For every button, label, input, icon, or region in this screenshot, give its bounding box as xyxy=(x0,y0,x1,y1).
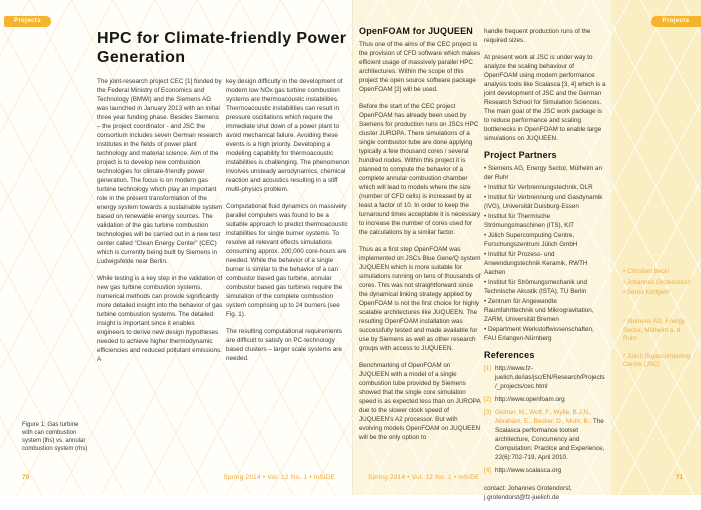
figure-caption: Figure 1: Gas turbine with can combustion system (lhs) vs. annular combustion system (rhs) xyxy=(22,422,88,452)
reference-item xyxy=(484,466,606,475)
author-item: • Bernd Körfgen² xyxy=(623,289,693,298)
body-paragraph: At present work at JSC is under way to analyze the scaling behaviour of OpenFOAM using modern performance analysis tools like Scalasca [3, 4] which is a joint development of JSC and the German Research School for Simulation Sciences. The main goal of the JSC work package is to reduce performance and scaling bottlenecks in OpenFOAM to enable large simulations on JUQUEEN. xyxy=(484,54,606,142)
reference-item xyxy=(484,395,606,404)
partner-list xyxy=(484,164,606,343)
affiliation-item: ¹ Siemens AG, Energy Sector, Mülheim a. d. Ruhr xyxy=(623,318,686,343)
partner-item: • Siemens AG, Energy Sector, Mülheim an der Ruhr xyxy=(484,164,606,182)
article-title: HPC for Climate-friendly Power Generation xyxy=(97,30,347,66)
body-paragraph: Benchmarking of OpenFOAM on JUQUEEN with a model of a single combustion tube provided by Siemens showed that the single core simulation speed is as expected less than on JUROPA due to the slower clock speed of JUQUEEN’s A2 processor. But with evolving models OpenFOAM on JUQUEEN will be the only option to xyxy=(359,362,481,441)
body-paragraph: Computational fluid dynamics on massively parallel computers was found to be a suitable approach to predict thermoacoustic instabilities for single burner systems. To resolve all relevant effects simulations consuming approx. 200,000 core-hours are needed. While the behavior of a single burner is similar to the behavior of a can combustor based gas turbine, annular combustor based gas turbines require the simulation of the complete combustion system comprising up to 24 burners (see Fig. 1). xyxy=(226,203,348,318)
left-page-column-2 xyxy=(226,77,351,371)
reference-number: [3] xyxy=(484,409,492,416)
reference-number: [1] xyxy=(484,365,492,372)
left-page-column-1 xyxy=(97,77,223,372)
section-heading-references: References xyxy=(484,350,535,360)
reference-list xyxy=(484,364,606,475)
body-paragraph: Thus one of the aims of the CEC project is the provision of CFD software which makes efficient usage of massively parallel HPC architectures. Within the scope of this project the open source software package OpenFOAM [2] will be used. xyxy=(359,41,481,93)
partner-item: • Institut für Verbrennung und Gasdynamik (IVG), Universität Duisburg-Essen xyxy=(484,193,606,211)
body-paragraph: Before the start of the CEC project OpenFOAM has already been used by Siemens for production runs on JSCs HPC cluster JUROPA. There simulations of a single combustor tube are done applying typically a few thousand cores / several hundred nodes. Within this project it is planned to compute the behavior of a complete annular combustion chamber which will lead to models where the size (number of CFD cells) is increased by at least a factor of 10. In order to keep the turnaround times acceptable it is necessary to increase the number of cores used for the calculations by a similar factor. xyxy=(359,103,481,236)
reference-citation xyxy=(495,408,606,462)
partner-item: • Institut für Thermische Strömungsmaschinen (ITS), KIT xyxy=(484,212,606,230)
author-sidebar xyxy=(611,0,701,495)
body-paragraph: The joint-research project CEC [1] funded by the Federal Ministry of Economics and Technology (BMWi) and the Siemens AG was launched in January 2013 with an initial three year funding phase. Besides Siemens – the project coordinator - and JSC the consortium includes seven German research institutes in the fields of power plant technology and material science. Aim of the project is to develop new combustion technologies for climate-friendly power generation. The focus is on modern gas turbine technology which play an important role in the present transformation of the energy system towards a sustainable system based on renewable energy sources. The validation of the gas turbine combustion technologies will be carried out in a new test center called “Clean Energy Center” (CEC) which is currently being built by Siemens in Ludwigsfelde near Berlin. xyxy=(97,78,223,265)
body-paragraph: Thus as a first step OpenFOAM was implemented on JSCs Blue Gene/Q system JUQUEEN which is more suitable for simulations running on tens of thousands of cores. This was not straightforward since the dynamical linking strategy applied by OpenFOAM is not the first choice for highly scalable architectures like JUQUEEN. The resulting OpenFOAM installation was successfully tested and made available for use by Siemens as well as other research groups with access to JUQUEEN. xyxy=(359,246,481,352)
partner-item: • Department Werkstoffwissenschaften, FAU Erlangen-Nürnberg xyxy=(484,325,606,343)
affiliation-list xyxy=(623,318,691,379)
contact-block xyxy=(484,484,606,502)
footer-right: Spring 2014 • Vol. 12 No. 1 • inSiDE xyxy=(368,474,480,481)
projects-tab-right: Projects xyxy=(651,16,701,27)
partner-item: • Institut für Prozess- und Anwendungstechnik Keramik, RWTH Aachen xyxy=(484,250,606,277)
author-item: • Christian Beck¹ xyxy=(623,268,693,277)
partner-item: • Institut für Strömungsmechanik und Technische Akustik (ISTA), TU Berlin xyxy=(484,278,606,296)
reference-item xyxy=(484,364,606,391)
body-paragraph: While testing is a key step in the validation of new gas turbine combustion systems, numerical methods can provide significantly more detailed insight into the behavior of gas turbine combustion systems. The detailed insight is important since it enables engineers to derive new design hypotheses needed to achieve higher thermodynamic efficiencies and reduced pollutant emissions. A xyxy=(97,275,223,363)
right-page-column-2 xyxy=(484,27,606,510)
footer-left: Spring 2014 • Vol. 12 No. 1 • inSiDE xyxy=(223,474,335,481)
body-paragraph: key design difficulty in the development of modern low NOx gas turbine combustion systems are thermoacoustic instabilities. Thermoacoustic instabilities can result in pressure oscillations which require the immediate shut down of a power plant to avoid mechanical failure. Avoiding these events is a high priority. Developing a modeling capability for thermoacoustic instabilities is challenging. The phenomenon involves unsteady aerodynamics, chemical reaction and acoustics resulting in a stiff multi-physics problem. xyxy=(226,78,350,193)
reference-url[interactable]: http://www.openfoam.org xyxy=(495,396,565,403)
reference-number: [2] xyxy=(484,396,492,403)
partner-item: • Institut für Verbrennungstechnik, DLR xyxy=(484,183,606,192)
author-item: • Johannes Grotendorst² xyxy=(623,279,693,288)
body-paragraph: The resulting computational requirements are difficult to satisfy on PC-technology based clusters – larger scale systems are needed. xyxy=(226,328,342,362)
body-paragraph: handle frequent production runs of the required sizes. xyxy=(484,28,591,44)
reference-citation-text: The Scalasca performance toolset architecture, Concurrency and Computation: Practice and Experience, 22(6):702-719, April 2010. xyxy=(495,418,605,461)
affiliation-item: ² Jülich Supercomputing Centre (JSC) xyxy=(623,352,691,369)
section-heading-openfoam: OpenFOAM for JUQUEEN xyxy=(359,26,474,36)
reference-item xyxy=(484,408,606,462)
reference-url[interactable]: http://www.fz-juelich.de/ias/jsc/EN/Research/Projects/_projects/cec.html xyxy=(495,365,605,390)
contact-label: contact: Johannes Grotendorst, xyxy=(484,485,572,492)
partner-item: • Zentrum für Angewandte Raumfahrttechnik und Mikrogravitation, ZARM, Universität Bremen xyxy=(484,297,606,324)
section-heading-partners: Project Partners xyxy=(484,150,557,160)
page-left xyxy=(0,0,352,495)
reference-authors: Geimer, M., Wolf, F., Wylie, B.J.N., Abrahám, E., Becker, D., Mohr, B.: xyxy=(495,409,592,425)
author-list xyxy=(623,268,693,300)
right-page-column-1 xyxy=(359,27,481,450)
page-number-left: 70 xyxy=(22,474,30,481)
partner-item: • Jülich Supercomputing Centre, Forschungszentrum Jülich GmbH xyxy=(484,231,606,249)
projects-tab-left: Projects xyxy=(4,16,51,27)
reference-number: [4] xyxy=(484,467,492,474)
page-right xyxy=(352,0,701,501)
page-number-right: 71 xyxy=(675,474,683,481)
reference-url[interactable]: http://www.scalasca.org xyxy=(495,467,562,474)
contact-email[interactable]: j.grotendorst@fz-juelich.de xyxy=(484,494,559,501)
